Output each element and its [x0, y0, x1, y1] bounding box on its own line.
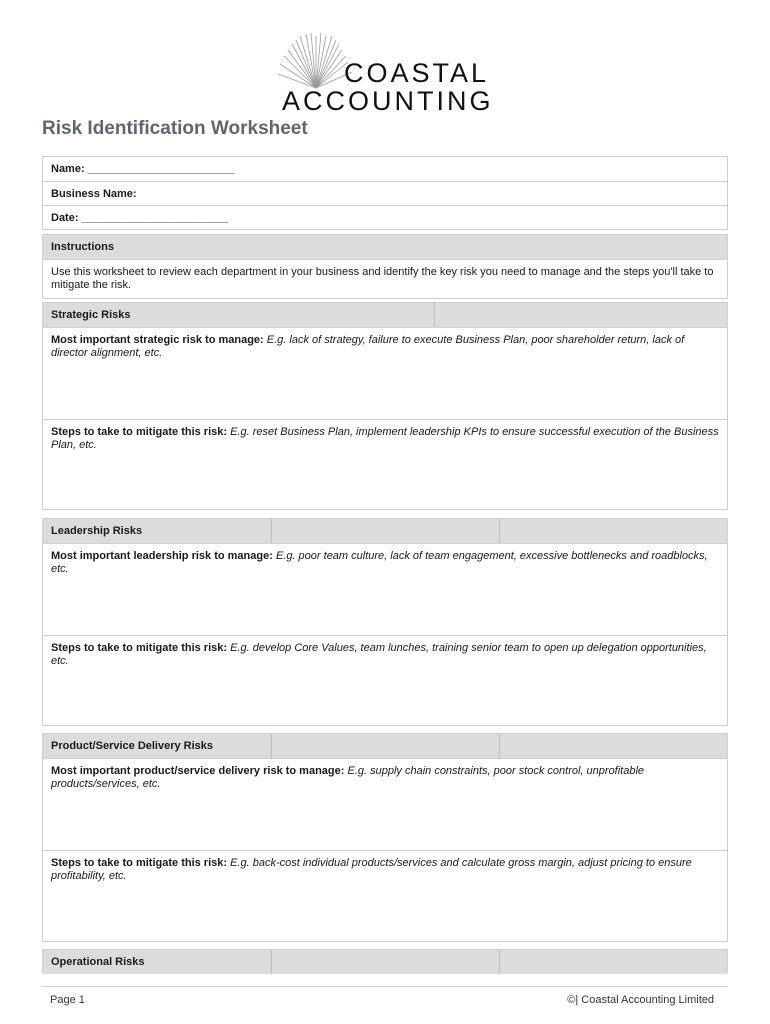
strategic-risk-label: Most important strategic risk to manage:: [51, 334, 264, 346]
instructions-header: Instructions: [43, 235, 727, 259]
product-service-risk-label: Most important product/service delivery risk to manage:: [51, 765, 345, 777]
leadership-risk-field[interactable]: [43, 543, 727, 635]
header-divider: [271, 950, 272, 974]
product-service-risk-field[interactable]: [43, 758, 727, 850]
header-divider: [499, 950, 500, 974]
strategic-risks-section: [42, 302, 728, 510]
strategic-risks-title: Strategic Risks: [51, 309, 131, 321]
header-divider: [499, 734, 500, 758]
product-service-mitigation-label: Steps to take to mitigate this risk:: [51, 857, 228, 869]
leadership-risk-label: Most important leadership risk to manage:: [51, 550, 273, 562]
date-field[interactable]: Date: ________________________: [43, 205, 727, 229]
logo-wordmark-bottom: ACCOUNTING: [282, 86, 494, 116]
leadership-risk-hint: E.g. poor team culture, lack of team engagement, excessive bottlenecks and roadblocks, etc.: [51, 550, 708, 575]
instructions-block: [42, 234, 728, 299]
operational-risks-header: [43, 950, 727, 974]
company-logo: [276, 30, 496, 116]
product-service-risks-title: Product/Service Delivery Risks: [51, 740, 214, 752]
business-name-field[interactable]: Business Name:: [43, 181, 727, 205]
copyright-notice: ©| Coastal Accounting Limited: [567, 994, 714, 1006]
leadership-risks-title: Leadership Risks: [51, 525, 143, 537]
page-title: Risk Identification Worksheet: [42, 118, 308, 139]
leadership-risks-header: [43, 519, 727, 543]
operational-risks-title: Operational Risks: [51, 956, 145, 968]
product-service-mitigation-hint: E.g. back-cost individual products/services and calculate gross margin, adjust pricing to ensure profitability, etc.: [51, 857, 692, 882]
leadership-mitigation-hint: E.g. develop Core Values, team lunches, training senior team to open up delegation opportunities, etc.: [51, 642, 707, 667]
header-divider: [434, 303, 435, 327]
leadership-mitigation-label: Steps to take to mitigate this risk:: [51, 642, 228, 654]
strategic-risks-header: [43, 303, 727, 327]
operational-risks-section: [42, 949, 728, 973]
logo-wordmark-top: COASTAL: [344, 58, 490, 88]
page-number: Page 1: [50, 994, 85, 1006]
product-service-mitigation-field[interactable]: [43, 850, 727, 941]
product-service-risks-section: [42, 733, 728, 942]
strategic-risk-field[interactable]: [43, 327, 727, 419]
strategic-risk-hint: E.g. lack of strategy, failure to execute Business Plan, poor shareholder return, lack of director alignment, etc.: [51, 334, 685, 359]
strategic-mitigation-field[interactable]: [43, 419, 727, 509]
instructions-text: Use this worksheet to review each department in your business and identify the key risk you need to manage and the steps you'll take to mitigate the risk.: [43, 259, 727, 298]
leadership-mitigation-field[interactable]: [43, 635, 727, 725]
name-field[interactable]: Name: ________________________: [51, 163, 235, 175]
header-divider: [271, 734, 272, 758]
leadership-risks-section: [42, 518, 728, 726]
details-block: [42, 156, 728, 230]
product-service-risk-hint: E.g. supply chain constraints, poor stock control, unprofitable products/services, etc.: [51, 765, 645, 790]
strategic-mitigation-label: Steps to take to mitigate this risk:: [51, 426, 228, 438]
strategic-mitigation-hint: E.g. reset Business Plan, implement leadership KPIs to ensure successful execution of the Business Plan, etc.: [51, 426, 719, 451]
product-service-risks-header: [43, 734, 727, 758]
header-divider: [271, 519, 272, 543]
header-divider: [499, 519, 500, 543]
footer-divider: [42, 986, 728, 987]
